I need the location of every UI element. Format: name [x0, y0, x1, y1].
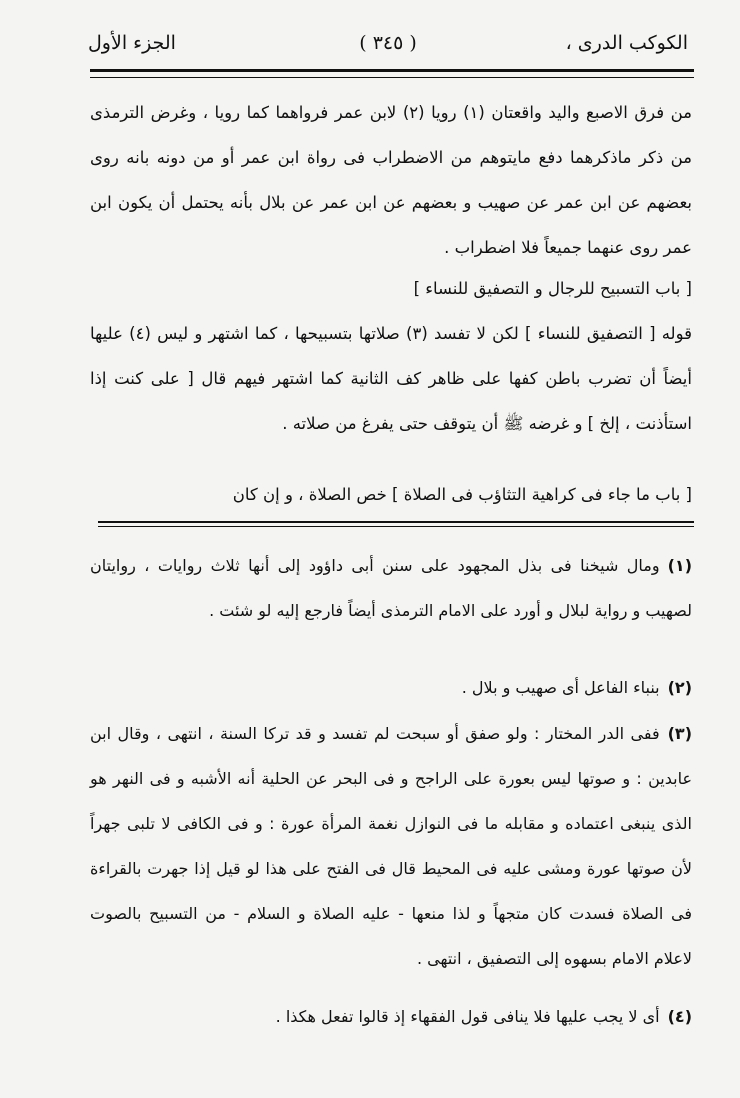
header-rule-thin: [90, 77, 694, 78]
footnote-number: (٢): [667, 678, 692, 697]
footnote-number: (١): [667, 556, 692, 575]
body-paragraph-2: قوله [ التصفيق للنساء ] لكن لا تفسد (٣) صلاتها بتسبيحها ، كما اشتهر و ليس (٤) عليها أيضاً أن تضرب باطن كفها على ظاهر كف الثانية كما اشتهر فيهم قال [ على كنت إذا استأذنت ، إلخ ] و غرضه ﷺ أن يتوقف حتى يفرغ من صلاته .: [90, 324, 692, 433]
footnote-separator: [98, 521, 694, 523]
body-paragraph-3: [ باب ما جاء فى كراهية التثاؤب فى الصلاة ] خص الصلاة ، و إن كان: [232, 485, 692, 504]
footnote-text: أى لا يجب عليها فلا ينافى قول الفقهاء إذ قالوا تفعل هكذا .: [275, 1007, 660, 1026]
body-paragraph-1: من فرق الاصبع واليد واقعتان (١) رويا (٢) لابن عمر فرواهما كما رويا ، وغرض الترمذى من ذكر ماذكرهما دفع مايتوهم من الاضطراب فى رواة ابن عمر أو من دونه بانه روى بعضهم عن ابن عمر عن صهيب و بعضهم عن ابن عمر عن بلال بأنه يحتمل أن يكون ابن عمر روى عنهما جميعاً فلا اضطراب .: [90, 103, 692, 257]
footnote-text: ففى الدر المختار : ولو صفق أو سبحت لم تفسد و قد تركا السنة ، انتهى ، وقال ابن عابدين : و صوتها ليس بعورة على الراجح و فى البحر عن الحلية أنه الأشبه و فى النهر هو الذى ينبغى اعتماده و مقابله ما فى النوازل نغمة المرأة عورة : و فى الكافى لا تلبى جهراً لأن صوتها عورة ومشى عليه فى المحيط قال فى الفتح على هذا لو قيل إذا جهرت بالقراءة فى الصلاة فسدت كان متجهاً و لذا منعها - عليه الصلاة و السلام - من التسبيح بالصوت لاعلام الامام بسهوه إلى التصفيق ، انتهى .: [90, 724, 692, 968]
book-title: الكوكب الدرى ،: [565, 32, 688, 54]
footnote-text: ومال شيخنا فى بذل المجهود على سنن أبى داؤود إلى أنها ثلاث روايات ، روايتان لصهيب و رواية لبلال و أورد على الامام الترمذى أيضاً فارجع إليه لو شئت .: [90, 556, 692, 620]
page-number: ( ٣٤٥ ): [359, 32, 417, 54]
footnote-number: (٣): [667, 724, 692, 743]
header-rule: [90, 69, 694, 72]
footnote-2: [90, 665, 692, 710]
running-header: [88, 32, 688, 64]
footnote-number: (٤): [667, 1007, 692, 1026]
footnote-3: [90, 711, 692, 981]
volume-label: الجزء الأول: [88, 32, 176, 54]
section-heading: [ باب التسبيح للرجال و التصفيق للنساء ]: [413, 279, 692, 298]
footnote-1: [90, 543, 692, 633]
footnote-4: [90, 994, 692, 1039]
footnote-text: بنباء الفاعل أى صهيب و بلال .: [461, 678, 660, 697]
footnote-separator-thin: [98, 526, 694, 527]
